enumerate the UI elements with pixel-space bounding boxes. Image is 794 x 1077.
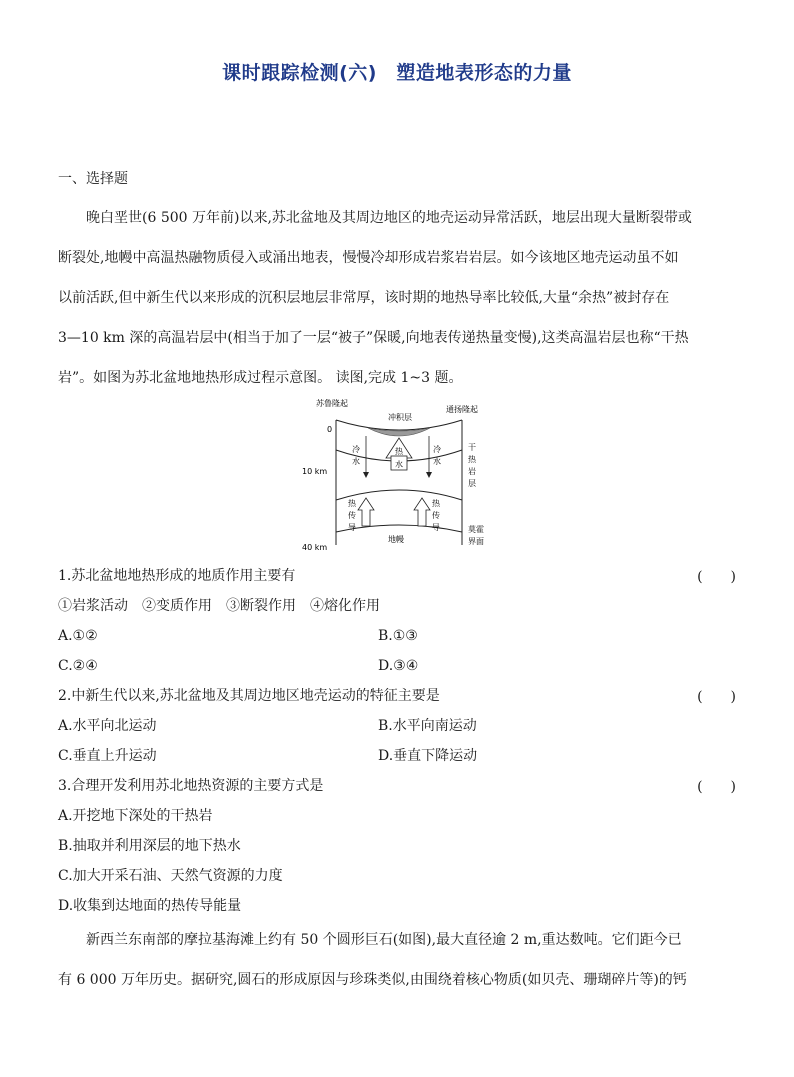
label-sediment: 冲积层 xyxy=(388,413,412,422)
section-heading: 一、选择题 xyxy=(58,171,128,187)
arrow-head xyxy=(363,472,369,478)
option-c[interactable]: C.垂直上升运动 xyxy=(58,748,157,764)
label-cold-water-right-2: 水 xyxy=(433,457,441,466)
label-sulu-uplift: 苏鲁隆起 xyxy=(316,399,348,408)
label-hot-water: 热 xyxy=(395,447,403,456)
outro-line: 新西兰东南部的摩拉基海滩上约有 50 个圆形巨石(如图),最大直径逾 2 m,重达数吨。它们距今已 xyxy=(86,932,682,948)
svg-text:层: 层 xyxy=(468,479,476,488)
page-title: 课时跟踪检测(六) 塑造地表形态的力量 xyxy=(222,62,572,84)
option-d[interactable]: D.收集到达地面的热传导能量 xyxy=(58,898,242,914)
option-c[interactable]: C.②④ xyxy=(58,658,98,674)
heat-conduction-arrow xyxy=(358,498,374,526)
label-heat-conduction-left: 热 xyxy=(348,499,356,508)
answer-blank[interactable]: ( ) xyxy=(697,689,736,705)
option-c[interactable]: C.加大开采石油、天然气资源的力度 xyxy=(58,868,283,884)
label-dry-hot-rock: 干 xyxy=(468,443,476,452)
intro-line: 断裂处,地幔中高温热融物质侵入或涌出地表，慢慢冷却形成岩浆岩岩层。如今该地区地壳运动虽不如 xyxy=(58,250,679,266)
outro-line: 有 6 000 万年历史。据研究,圆石的形成原因与珍珠类似,由围绕着核心物质(如贝壳、珊瑚碎片等)的钙 xyxy=(58,972,687,988)
heat-conduction-arrow xyxy=(414,498,430,526)
option-b[interactable]: B.抽取并利用深层的地下热水 xyxy=(58,838,241,854)
option-b[interactable]: B.①③ xyxy=(378,628,418,644)
intro-line: 晚白垩世(6 500 万年前)以来,苏北盆地及其周边地区的地壳运动异常活跃，地层出现大量断裂带或 xyxy=(86,210,692,226)
label-heat-conduction-right: 热 xyxy=(432,499,440,508)
svg-text:热: 热 xyxy=(468,455,476,464)
outro-paragraph xyxy=(58,920,736,1000)
svg-text:传: 传 xyxy=(348,511,356,520)
svg-text:导: 导 xyxy=(348,523,356,532)
option-d[interactable]: D.垂直下降运动 xyxy=(378,748,478,764)
intro-line: 3—10 km 深的高温岩层中(相当于加了一层“被子”保暖,向地表传递热量变慢),这类高温岩层也称“干热 xyxy=(58,330,689,346)
arrow-head xyxy=(426,472,432,478)
label-moho: 莫霍 xyxy=(468,525,484,534)
label-depth-40: 40 km xyxy=(302,543,328,552)
question-1-items: ①岩浆活动 ②变质作用 ③断裂作用 ④熔化作用 xyxy=(58,598,380,614)
svg-text:岩: 岩 xyxy=(468,467,476,476)
label-cold-water-right: 冷 xyxy=(433,445,441,454)
answer-blank[interactable]: ( ) xyxy=(697,569,736,585)
answer-blank[interactable]: ( ) xyxy=(697,779,736,795)
option-a[interactable]: A.开挖地下深处的干热岩 xyxy=(58,808,213,824)
svg-text:导: 导 xyxy=(432,523,440,532)
option-a[interactable]: A.水平向北运动 xyxy=(58,718,157,734)
option-a[interactable]: A.①② xyxy=(58,628,98,644)
intro-line: 以前活跃,但中新生代以来形成的沉积层地层非常厚，该时期的地热导率比较低,大量“余热”被封存在 xyxy=(58,290,670,306)
question-3-stem: 3.合理开发利用苏北地热资源的主要方式是 xyxy=(58,778,324,794)
label-hot-water-2: 水 xyxy=(395,460,403,469)
label-depth-10: 10 km xyxy=(302,467,328,476)
option-d[interactable]: D.③④ xyxy=(378,658,419,674)
question-1-stem: 1.苏北盆地地热形成的地质作用主要有 xyxy=(58,568,296,584)
label-mantle: 地幔 xyxy=(388,535,404,544)
intro-line: 岩”。如图为苏北盆地地热形成过程示意图。 读图,完成 1~3 题。 xyxy=(58,370,463,386)
svg-text:传: 传 xyxy=(432,511,440,520)
geothermal-diagram xyxy=(296,392,496,554)
label-tongyang-uplift: 通扬隆起 xyxy=(446,405,478,414)
label-depth-0: 0 xyxy=(327,425,333,434)
label-cold-water-left-2: 水 xyxy=(352,457,360,466)
intro-paragraph xyxy=(58,198,736,398)
label-cold-water-left: 冷 xyxy=(352,445,360,454)
option-b[interactable]: B.水平向南运动 xyxy=(378,718,477,734)
svg-text:界面: 界面 xyxy=(468,537,484,546)
question-2-stem: 2.中新生代以来,苏北盆地及其周边地区地壳运动的特征主要是 xyxy=(58,688,440,704)
